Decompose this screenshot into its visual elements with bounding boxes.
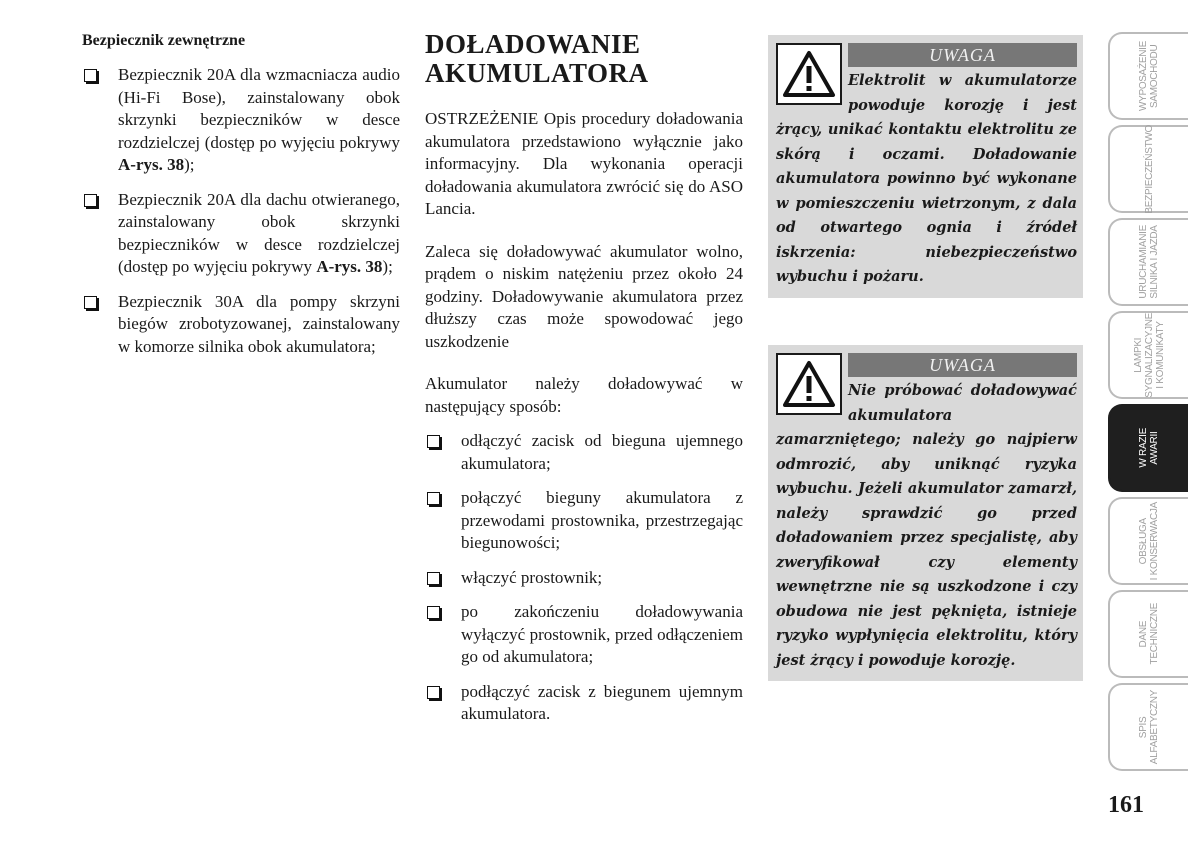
checkbox-bullet-icon [427, 492, 440, 505]
tab-label: SPIS ALFABETYCZNY [1138, 689, 1160, 765]
left-column [82, 30, 400, 370]
tab-label: WYPOSAŻENIE SAMOCHODU [1138, 40, 1160, 112]
step-text: podłączyć zacisk z biegunem ujemnym akumulatora. [461, 681, 743, 723]
tab-label: DANE TECHNICZNE [1138, 603, 1160, 665]
item-text: Bezpiecznik 30A dla pompy skrzyni biegów zrobotyzowanej, zainstalowany w komorze silnika obok akumulatora; [118, 291, 400, 356]
item-end: ); [382, 257, 393, 276]
list-item [425, 487, 743, 555]
list-item [425, 567, 743, 590]
item-text: Bezpiecznik 20A dla dachu otwieranego, zainstalowany obok skrzynki bezpieczników w desce rozdzielczej (dostęp po wyjęciu pokrywy [118, 189, 400, 276]
section-heading: DOŁADOWANIE AKUMULATORA [425, 29, 649, 88]
figure-ref: A-rys. 38 [316, 257, 383, 276]
recommendation-paragraph: Zaleca się doładowywać akumulator wolno, prądem o niskim natężeniu przez około 24 godziny. Doładowywanie akumulatora przez dłuższy czas może spowodować jego uszkodzenie [425, 241, 743, 351]
figure-ref: A-rys. 38 [118, 155, 185, 174]
tab-starting-driving[interactable] [1108, 218, 1188, 306]
tab-label: URUCHAMIANIE SILNIKA I JAZDA [1138, 225, 1160, 299]
warning-paragraph: OSTRZEŻENIE Opis procedury doładowania akumulatora przedstawiono wyłącznie jako informacyjny. Dla wykonania operacji doładowania akumulatora zwrócić się do ASO Lancia. [425, 109, 743, 218]
tab-index[interactable] [1108, 683, 1188, 771]
list-item [82, 291, 400, 359]
checkbox-bullet-icon [84, 296, 97, 309]
step-text: włączyć prostownik; [461, 567, 603, 587]
section-subheading: Bezpiecznik zewnętrzne [82, 32, 246, 49]
warning-triangle-icon [776, 43, 842, 105]
page-number: 161 [1108, 792, 1144, 818]
checkbox-bullet-icon [84, 69, 97, 82]
procedure-intro: Akumulator należy doładowywać w następujący sposób: [425, 374, 743, 416]
warning-box [768, 35, 1083, 298]
list-item [425, 601, 743, 669]
step-text: po zakończeniu doładowywania wyłączyć prostownik, przed odłączeniem go od akumulatora; [461, 602, 743, 666]
warning-box [768, 345, 1083, 681]
tab-maintenance[interactable] [1108, 497, 1188, 585]
step-text: połączyć bieguny akumulatora z przewodami prostownika, przestrzegając biegunowości; [461, 488, 743, 552]
item-text: Bezpiecznik 20A dla wzmacniacza audio (Hi-Fi Bose), zainstalowany obok skrzynki bezpieczników w desce rozdzielczej (dostęp po wyjęciu pokrywy [118, 65, 400, 152]
warning-text: Elektrolit w akumulatorze powoduje korozję i jest żrący, unikać kontaktu elektrolitu ze skórą i oczami. Doładowanie akumulatora powinno być wykonane w pomieszczeniu wietrzonym, z dala od otwartego ognia i źródeł iskrzenia: niebezpieczeństwo wybuchu i pożaru. [776, 72, 1077, 285]
middle-column [425, 30, 743, 738]
warning-triangle-icon [776, 353, 842, 415]
list-item [425, 681, 743, 726]
checkbox-bullet-icon [427, 435, 440, 448]
warning-title: UWAGA [848, 353, 1077, 377]
chapter-tabs [1108, 32, 1188, 776]
tab-vehicle-equipment[interactable] [1108, 32, 1188, 120]
step-text: odłączyć zacisk od bieguna ujemnego akumulatora; [461, 431, 743, 473]
tab-label: W RAZIE AWARII [1138, 428, 1160, 468]
fuse-list [82, 64, 400, 358]
list-item [82, 189, 400, 279]
procedure-steps [425, 430, 743, 726]
tab-label: BEZPIECZEŃSTWO [1143, 124, 1155, 214]
tab-technical-data[interactable] [1108, 590, 1188, 678]
tab-warning-lights[interactable] [1108, 311, 1188, 399]
warning-text: Nie próbować doładowywać akumulatora zamarzniętego; należy go najpierw odmrozić, aby uniknąć ryzyka wybuchu. Jeżeli akumulator zamarzł, należy sprawdzić go przed doładowaniem przez specjalistę, aby zweryfikował czy elementy wewnętrzne nie są uszkodzone i czy obudowa nie jest pęknięta, istnieje ryzyko wypłynięcia elektrolitu, który jest żrący i powoduje korozję. [776, 382, 1077, 669]
item-end: ); [184, 155, 195, 174]
list-item [425, 430, 743, 475]
checkbox-bullet-icon [427, 572, 440, 585]
tab-label: OBSŁUGA I KONSERWACJA [1138, 501, 1160, 581]
checkbox-bullet-icon [427, 686, 440, 699]
tab-safety[interactable] [1108, 125, 1188, 213]
list-item [82, 64, 400, 177]
warning-title: UWAGA [848, 43, 1077, 67]
tab-emergency[interactable] [1108, 404, 1188, 492]
tab-label: LAMPKI SYGNALIZACYJNE I KOMUNIKATY [1132, 312, 1166, 398]
checkbox-bullet-icon [427, 606, 440, 619]
checkbox-bullet-icon [84, 194, 97, 207]
